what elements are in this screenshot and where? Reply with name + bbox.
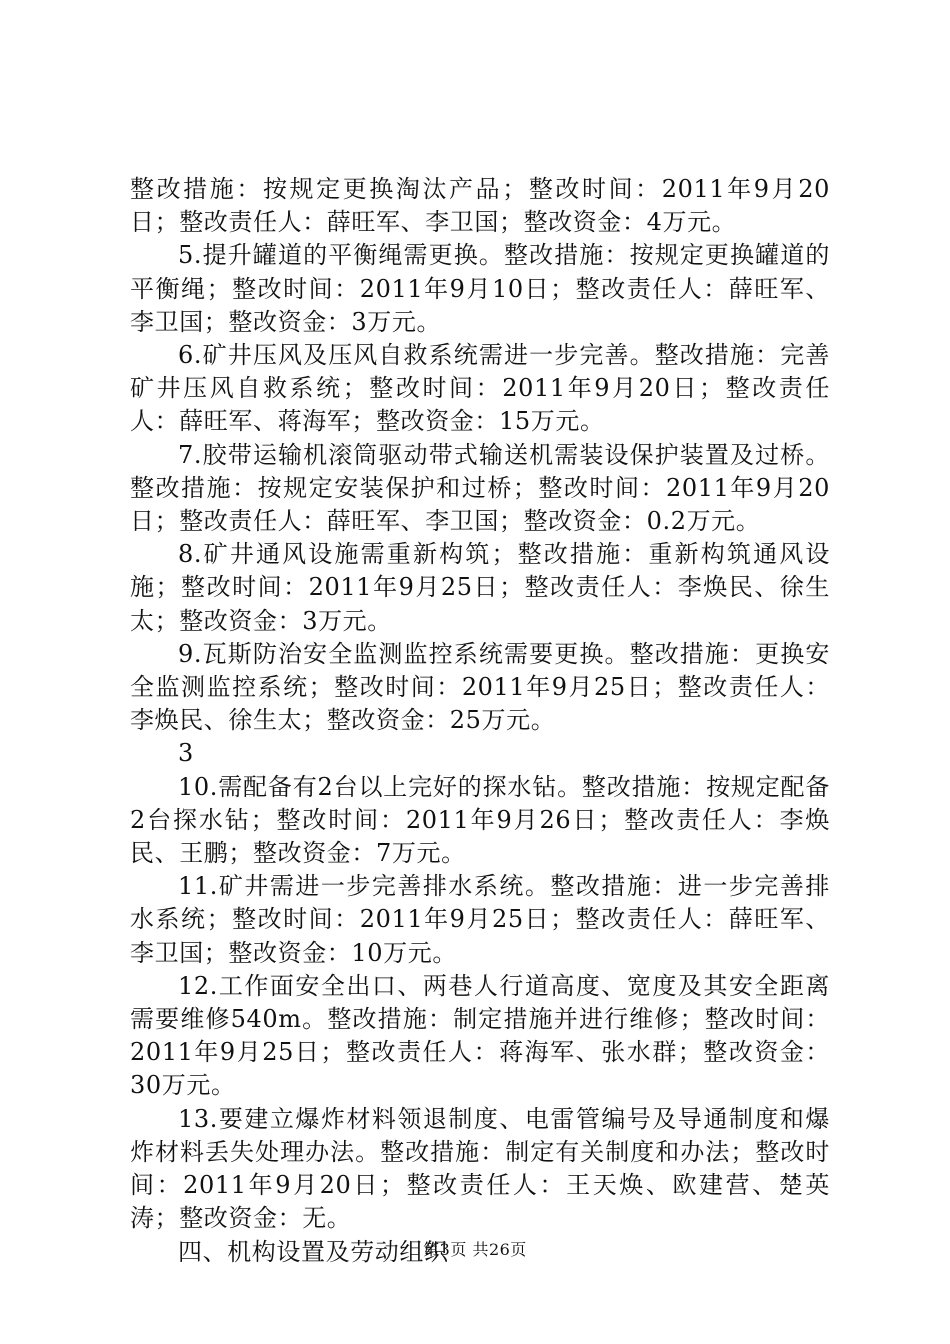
document-body xyxy=(130,173,830,1269)
paragraph-item-7: 7.胶带运输机滚筒驱动带式输送机需装设保护装置及过桥。整改措施：按规定安装保护和过桥；整改时间：2011年9月20日；整改责任人：薛旺军、李卫国；整改资金：0.2万元。 xyxy=(130,440,830,536)
section-heading: 四、机构设置及劳动组织 xyxy=(178,1237,449,1266)
paragraph-item-5: 5.提升罐道的平衡绳需更换。整改措施：按规定更换罐道的平衡绳；整改时间：2011年9月10日；整改责任人：薛旺军、李卫国；整改资金：3万元。 xyxy=(130,241,830,336)
page-number-label: 第3页 共26页 xyxy=(423,1240,527,1259)
paragraph-item-12: 12.工作面安全出口、两巷人行道高度、宽度及其安全距离需要维修540m。整改措施：制定措施并进行维修；整改时间：2011年9月25日；整改责任人：蒋海军、张水群；整改资金：30万元。 xyxy=(130,971,830,1100)
paragraph-item-6: 6.矿井压风及压风自救系统需进一步完善。整改措施：完善矿井压风自救系统；整改时间：2011年9月20日；整改责任人：薛旺军、蒋海军；整改资金：15万元。 xyxy=(130,341,830,436)
paragraph-item-9: 9.瓦斯防治安全监测监控系统需要更换。整改措施：更换安全监测监控系统；整改时间：2011年9月25日；整改责任人：李焕民、徐生太；整改资金：25万元。 xyxy=(130,639,830,735)
paragraph-item-13: 13.要建立爆炸材料领退制度、电雷管编号及导通制度和爆炸材料丢失处理办法。整改措施：制定有关制度和办法；整改时间：2011年9月20日；整改责任人：王天焕、欧建营、楚英涛；整改资金：无。 xyxy=(130,1104,830,1233)
page-footer xyxy=(0,1240,950,1260)
paragraph-item-8: 8.矿井通风设施需重新构筑；整改措施：重新构筑通风设施；整改时间：2011年9月25日；整改责任人：李焕民、徐生太；整改资金：3万元。 xyxy=(130,540,830,635)
paragraph-item-10: 10.需配备有2台以上完好的探水钻。整改措施：按规定配备2台探水钻；整改时间：2011年9月26日；整改责任人：李焕民、王鹏；整改资金：7万元。 xyxy=(130,772,830,868)
inline-page-number: 3 xyxy=(178,739,194,768)
paragraph-continued-item-4: 整改措施：按规定更换淘汰产品；整改时间：2011年9月20日；整改责任人：薛旺军、李卫国；整改资金：4万元。 xyxy=(130,175,830,237)
paragraph-item-11: 11.矿井需进一步完善排水系统。整改措施：进一步完善排水系统；整改时间：2011年9月25日；整改责任人：薛旺军、李卫国；整改资金：10万元。 xyxy=(130,872,830,967)
